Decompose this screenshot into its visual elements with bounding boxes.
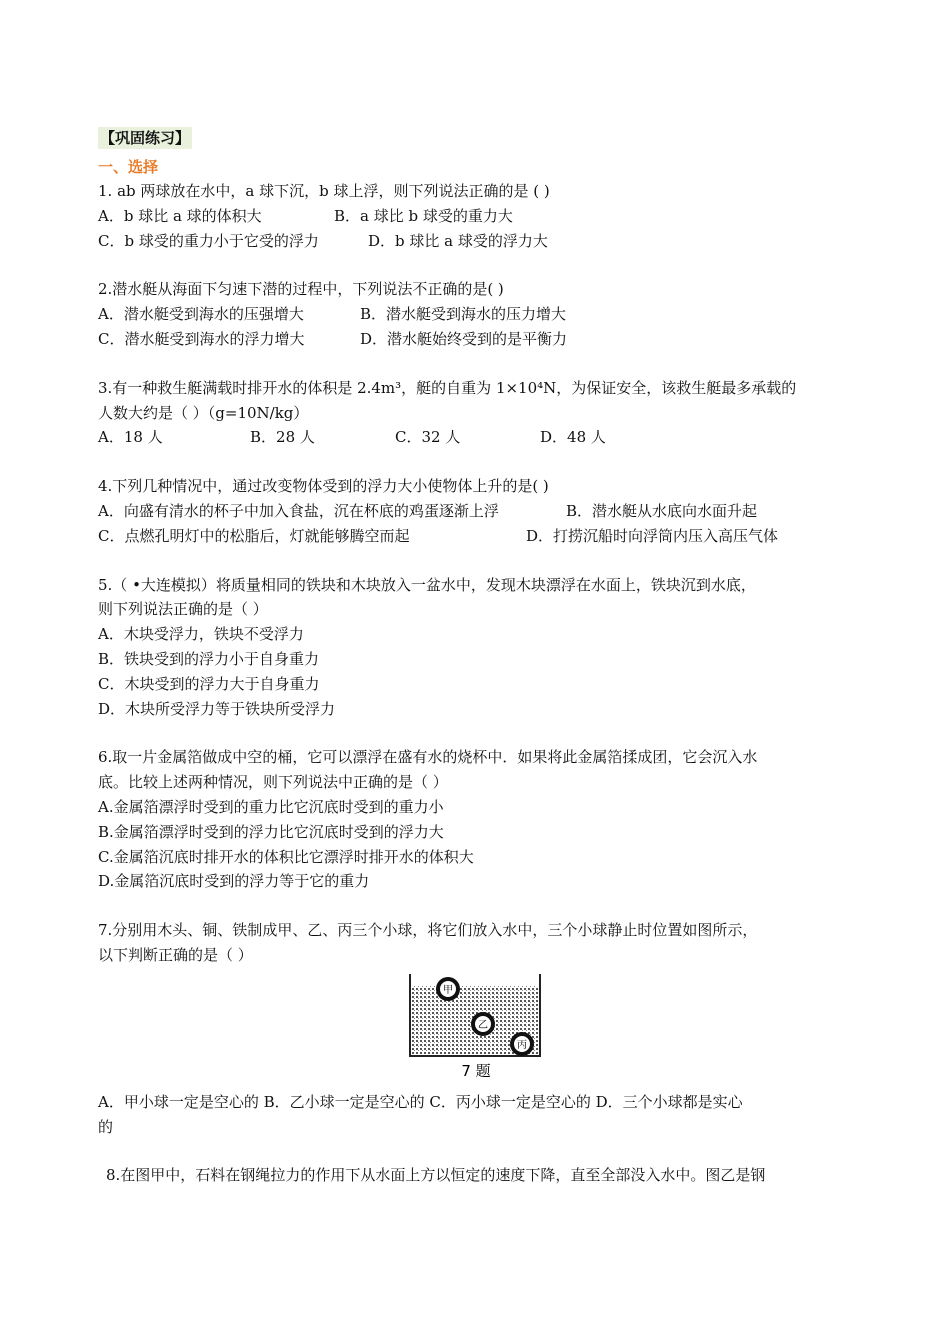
- q1-option-a: A．b 球比 a 球的体积大: [98, 206, 262, 225]
- question-5: [98, 573, 858, 722]
- q1-stem: 1. ab 两球放在水中，a 球下沉，b 球上浮，则下列说法正确的是 ( ): [98, 182, 550, 200]
- q6-option-b: B.金属箔漂浮时受到的浮力比它沉底时受到的浮力大: [98, 822, 444, 841]
- figure-caption: 7 题: [461, 1061, 491, 1080]
- question-2: [98, 277, 858, 351]
- q5-stem-line2: 则下列说法正确的是（ ）: [98, 600, 268, 619]
- q4-option-a: A．向盛有清水的杯子中加入食盐，沉在杯底的鸡蛋逐渐上浮: [98, 501, 499, 520]
- q6-option-a: A.金属箔漂浮时受到的重力比它沉底时受到的重力小: [98, 797, 444, 816]
- q5-option-a: A．木块受浮力，铁块不受浮力: [98, 625, 304, 644]
- q6-stem-line2: 底。比较上述两种情况，则下列说法中正确的是（ ）: [98, 773, 448, 792]
- q3-stem-line1: 3.有一种救生艇满载时排开水的体积是 2.4m³，艇的自重为 1×10⁴N，为保证安全，该救生艇最多承载的: [98, 378, 797, 397]
- document-page: [98, 127, 858, 1188]
- ball-bing: [512, 1034, 532, 1054]
- q1-option-b: B．a 球比 b 球受的重力大: [334, 206, 513, 225]
- ball-yi-label: 乙: [478, 1019, 488, 1031]
- q3-stem-line2: 人数大约是（ ）（g=10N/kg）: [98, 403, 309, 422]
- q4-option-d: D．打捞沉船时向浮筒内压入高压气体: [526, 526, 779, 545]
- q7-stem-line2: 以下判断正确的是（ ）: [98, 945, 253, 964]
- question-1: [98, 179, 858, 253]
- question-7: [98, 918, 858, 1139]
- q3-option-b: B．28 人: [250, 428, 315, 447]
- beaker-figure: [408, 972, 548, 1082]
- practice-heading: 【巩固练习】: [100, 129, 191, 147]
- q5-stem-line1: 5.（ •大连模拟）将质量相同的铁块和木块放入一盆水中，发现木块漂浮在水面上，铁块沉到水底，: [98, 575, 756, 594]
- q4-option-c: C．点燃孔明灯中的松脂后，灯就能够腾空而起: [98, 526, 410, 545]
- ball-yi: [473, 1014, 493, 1034]
- ball-jia-label: 甲: [443, 984, 453, 996]
- q2-option-c: C．潜水艇受到海水的浮力增大: [98, 329, 305, 348]
- q6-stem-line1: 6.取一片金属箔做成中空的桶，它可以漂浮在盛有水的烧杯中．如果将此金属箔揉成团，它会沉入水: [98, 748, 758, 767]
- q3-option-a: A．18 人: [98, 428, 163, 447]
- q2-option-b: B．潜水艇受到海水的压力增大: [360, 305, 567, 324]
- q7-stem-line1: 7.分别用木头、铜、铁制成甲、乙、丙三个小球，将它们放入水中，三个小球静止时位置如图所示，: [98, 921, 758, 940]
- q3-option-c: C．32 人: [395, 428, 461, 447]
- question-3: [98, 376, 858, 450]
- q5-option-c: C．木块受到的浮力大于自身重力: [98, 674, 320, 693]
- q5-option-b: B．铁块受到的浮力小于自身重力: [98, 649, 320, 668]
- section-title: 一、选择: [98, 158, 159, 176]
- q4-stem: 4.下列几种情况中，通过改变物体受到的浮力大小使物体上升的是( ): [98, 477, 549, 496]
- q6-option-d: D.金属箔沉底时受到的浮力等于它的重力: [98, 872, 370, 891]
- q7-options-line2: 的: [98, 1117, 114, 1136]
- ball-bing-label: 丙: [517, 1039, 527, 1051]
- q5-option-d: D．木块所受浮力等于铁块所受浮力: [98, 699, 336, 718]
- question-6: [98, 745, 858, 894]
- question-8-stem: 8.在图甲中，石料在钢绳拉力的作用下从水面上方以恒定的速度下降，直至全部没入水中。图乙是钢: [106, 1166, 766, 1185]
- q2-option-d: D．潜水艇始终受到的是平衡力: [360, 329, 568, 348]
- q4-option-b: B．潜水艇从水底向水面升起: [566, 501, 758, 520]
- question-4: [98, 474, 858, 548]
- q7-options-line1: A．甲小球一定是空心的 B．乙小球一定是空心的 C．丙小球一定是空心的 D．三个小球都是实心: [98, 1092, 743, 1111]
- ball-jia: [438, 979, 458, 999]
- q2-stem: 2.潜水艇从海面下匀速下潜的过程中，下列说法不正确的是( ): [98, 280, 504, 299]
- q6-option-c: C.金属箔沉底时排开水的体积比它漂浮时排开水的体积大: [98, 847, 474, 866]
- q3-option-d: D．48 人: [540, 428, 606, 447]
- q2-option-a: A．潜水艇受到海水的压强增大: [98, 305, 304, 324]
- q1-option-d: D．b 球比 a 球受的浮力大: [368, 231, 548, 250]
- q1-option-c: C．b 球受的重力小于它受的浮力: [98, 231, 319, 250]
